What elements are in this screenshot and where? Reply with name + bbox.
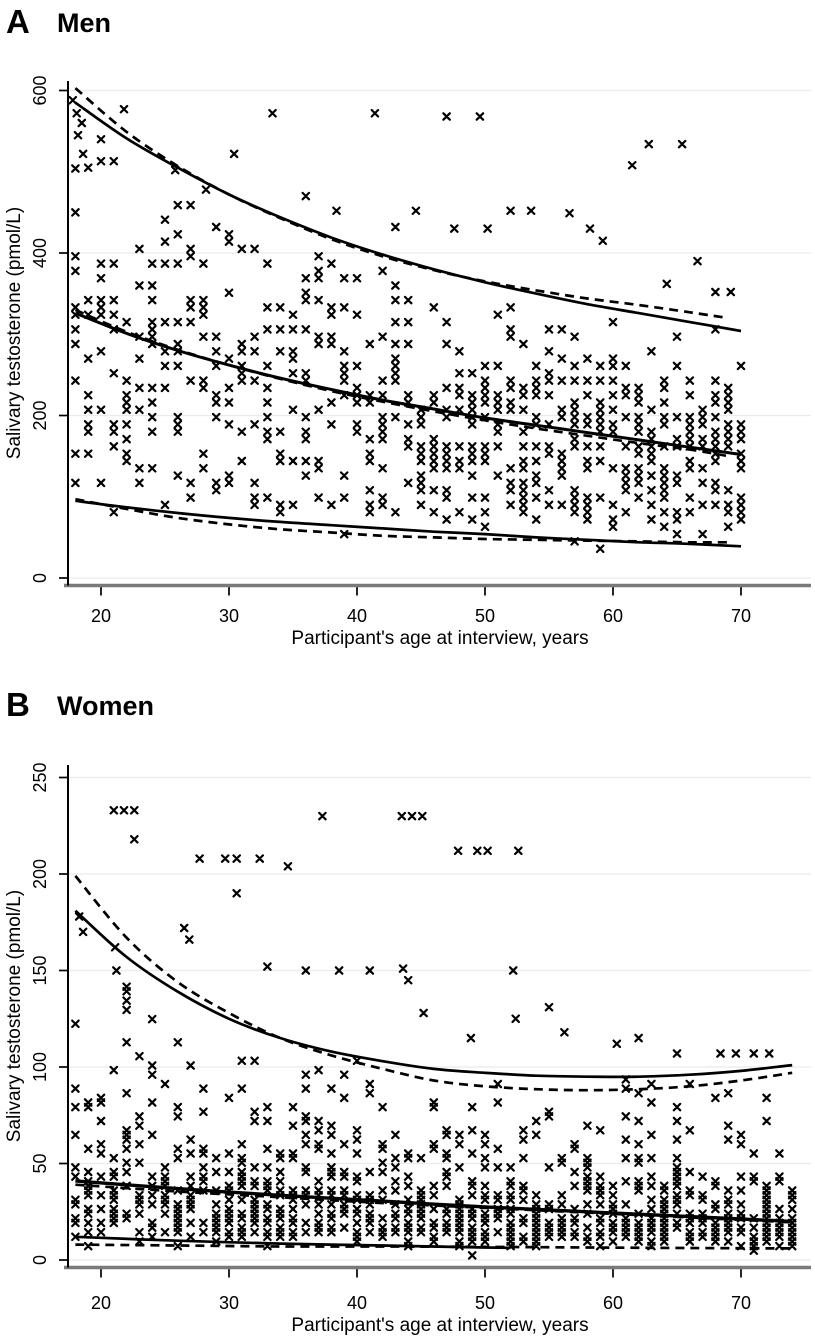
panel-b-y-axis-title: Salivary testosterone (pmol/L): [4, 889, 25, 1143]
panel-a-plot-area: [30, 75, 811, 626]
lower-percentile-curve-solid-: [75, 501, 741, 547]
y-tick-label: 150: [30, 955, 50, 986]
upper-percentile-curve-solid-: [75, 911, 792, 1077]
panel-b-x-axis-title: Participant's age at interview, years: [291, 1315, 589, 1336]
y-tick-label: 100: [30, 1051, 50, 1083]
y-tick-label: 600: [30, 75, 50, 106]
y-tick-label: 400: [30, 237, 50, 269]
median-curve-dashed-: [75, 310, 728, 456]
panel-b-plot-area: [30, 762, 811, 1313]
panel-b-label: B: [6, 686, 30, 723]
y-tick-label: 200: [30, 858, 50, 890]
x-tick-label: 70: [730, 1293, 752, 1313]
x-tick-label: 40: [346, 1293, 368, 1313]
panel-a-x-axis-title: Participant's age at interview, years: [291, 628, 589, 649]
x-tick-label: 50: [474, 1293, 496, 1313]
lower-percentile-curve-dashed-: [75, 499, 728, 542]
x-tick-label: 20: [90, 606, 112, 626]
y-tick-label: 0: [30, 1254, 50, 1266]
panel-a-title: Men: [57, 8, 111, 38]
y-tick-label: 200: [30, 400, 50, 431]
upper-percentile-curve-dashed-: [75, 88, 728, 318]
x-tick-label: 60: [602, 606, 624, 626]
panel-a-y-axis-title: Salivary testosterone (pmol/L): [4, 206, 25, 460]
x-tick-label: 70: [730, 606, 752, 626]
x-tick-label: 60: [602, 1293, 624, 1313]
x-tick-label: 30: [218, 1293, 240, 1313]
upper-percentile-curve-dashed-: [75, 876, 792, 1090]
panel-b: [4, 686, 811, 1336]
y-tick-label: 0: [30, 572, 50, 584]
y-tick-label: 250: [30, 762, 50, 793]
upper-percentile-curve-solid-: [75, 103, 741, 331]
x-tick-label: 20: [90, 1293, 112, 1313]
panel-a-label: A: [6, 3, 30, 40]
y-tick-label: 50: [30, 1153, 50, 1174]
x-tick-label: 50: [474, 606, 496, 626]
x-tick-label: 30: [218, 606, 240, 626]
x-tick-label: 40: [346, 606, 368, 626]
panel-a: [4, 3, 811, 649]
panel-b-title: Women: [57, 691, 155, 721]
